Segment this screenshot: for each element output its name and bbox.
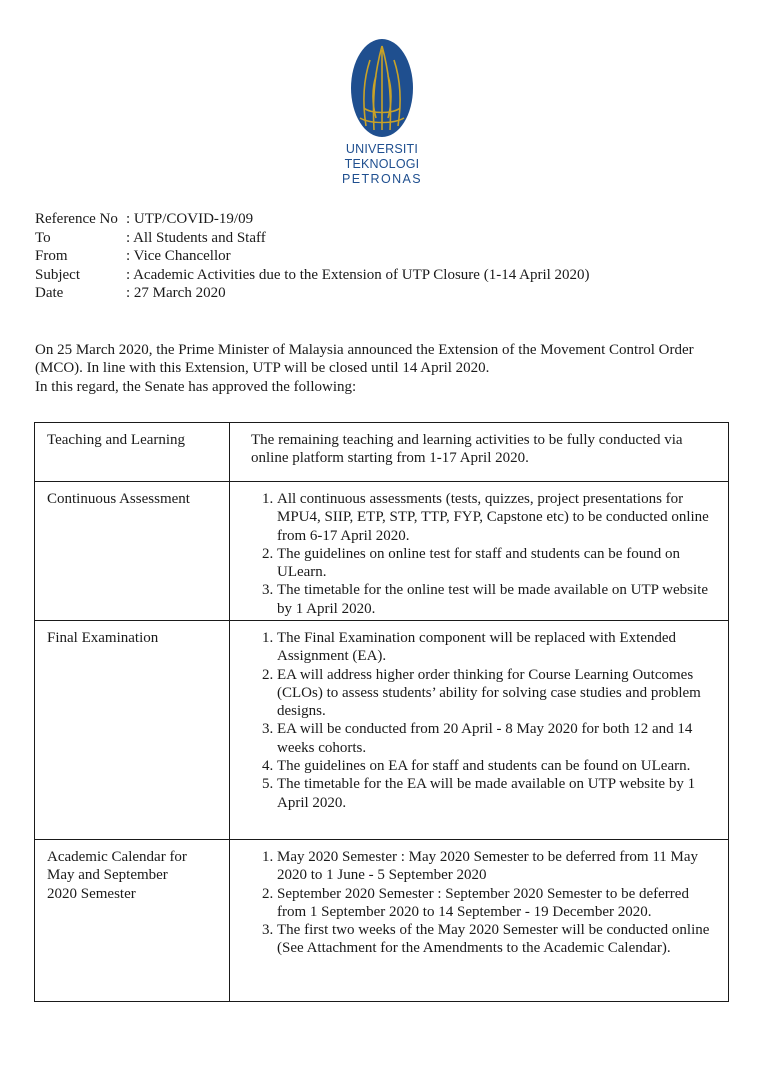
list-item: 2. EA will address higher order thinking for Course Learning Outcomes (CLOs) to assess students’ ability for solving case studies and problem designs. — [277, 666, 718, 721]
category-academic-calendar-line-1: Academic Calendar for — [47, 849, 187, 865]
category-academic-calendar-line-2: May and September — [47, 867, 168, 884]
list-item: 2. The guidelines on online test for staff and students can be found on ULearn. — [277, 545, 718, 582]
subject-label: Subject — [35, 266, 80, 283]
reference-label: Reference No — [35, 211, 118, 227]
decisions-table — [34, 422, 729, 1002]
utp-emblem-icon — [350, 38, 414, 138]
category-academic-calendar — [35, 840, 230, 1002]
table-row — [35, 840, 729, 1002]
table-row — [35, 621, 729, 840]
to-label: To — [35, 229, 51, 246]
reference-value: : UTP/COVID-19/09 — [126, 211, 254, 227]
list-item: 3. The timetable for the online test will be made available on UTP website by 1 April 2020. — [277, 581, 718, 618]
list-item: 1. The Final Examination component will be replaced with Extended Assignment (EA). — [277, 629, 718, 666]
teaching-text: The remaining teaching and learning activities to be fully conducted via online platform starting from 1-17 April 2020. — [230, 423, 729, 482]
logo-line-3: PETRONAS — [342, 172, 422, 186]
table-row — [35, 423, 729, 482]
list-item: 1. May 2020 Semester : May 2020 Semester to be deferred from 11 May 2020 to 1 June - 5 September 2020 — [277, 848, 718, 885]
to-value: : All Students and Staff — [126, 229, 266, 246]
academic-calendar-list — [230, 840, 729, 1002]
date-row — [35, 284, 590, 303]
list-item: 4. The guidelines on EA for staff and students can be found on ULearn. — [277, 757, 718, 775]
category-final-examination: Final Examination — [35, 621, 230, 840]
category-teaching: Teaching and Learning — [35, 423, 230, 482]
subject-row — [35, 266, 590, 285]
final-examination-list — [230, 621, 729, 840]
date-value: : 27 March 2020 — [126, 285, 226, 301]
logo-line-1: UNIVERSITI — [345, 142, 419, 156]
list-item: 3. EA will be conducted from 20 April - 8 May 2020 for both 12 and 14 weeks cohorts. — [277, 720, 718, 757]
continuous-assessment-list — [230, 482, 729, 621]
memo-header — [35, 210, 590, 303]
from-value: : Vice Chancellor — [126, 248, 231, 264]
list-item: 2. September 2020 Semester : September 2020 Semester to be deferred from 1 September 2020 to 14 September - 19 December 2020. — [277, 885, 718, 922]
category-academic-calendar-line-3: 2020 Semester — [47, 885, 136, 902]
category-continuous-assessment: Continuous Assessment — [35, 482, 230, 621]
list-item: 3. The first two weeks of the May 2020 Semester will be conducted online (See Attachment for the Amendments to the Academic Calendar). — [277, 921, 718, 958]
list-item: 5. The timetable for the EA will be made available on UTP website by 1 April 2020. — [277, 775, 718, 812]
date-label: Date — [35, 285, 64, 301]
university-logo — [335, 38, 429, 187]
intro-text — [35, 341, 735, 396]
table-row — [35, 482, 729, 621]
subject-value: : Academic Activities due to the Extension of UTP Closure (1-14 April 2020) — [126, 266, 590, 283]
to-row — [35, 229, 590, 248]
from-label: From — [35, 248, 68, 264]
intro-paragraph: On 25 March 2020, the Prime Minister of Malaysia announced the Extension of the Movement Control Order (MCO). In line with this Extension, UTP will be closed until 14 April 2020. — [35, 342, 694, 377]
logo-line-2: TEKNOLOGI — [344, 157, 420, 171]
reference-row — [35, 210, 590, 229]
list-item: 1. All continuous assessments (tests, quizzes, project presentations for MPU4, SIIP, ETP, STP, TTP, FYP, Capstone etc) to be conducted online from 6-17 April 2020. — [277, 490, 718, 545]
intro-senate-line: In this regard, the Senate has approved the following: — [35, 378, 357, 395]
from-row — [35, 247, 590, 266]
